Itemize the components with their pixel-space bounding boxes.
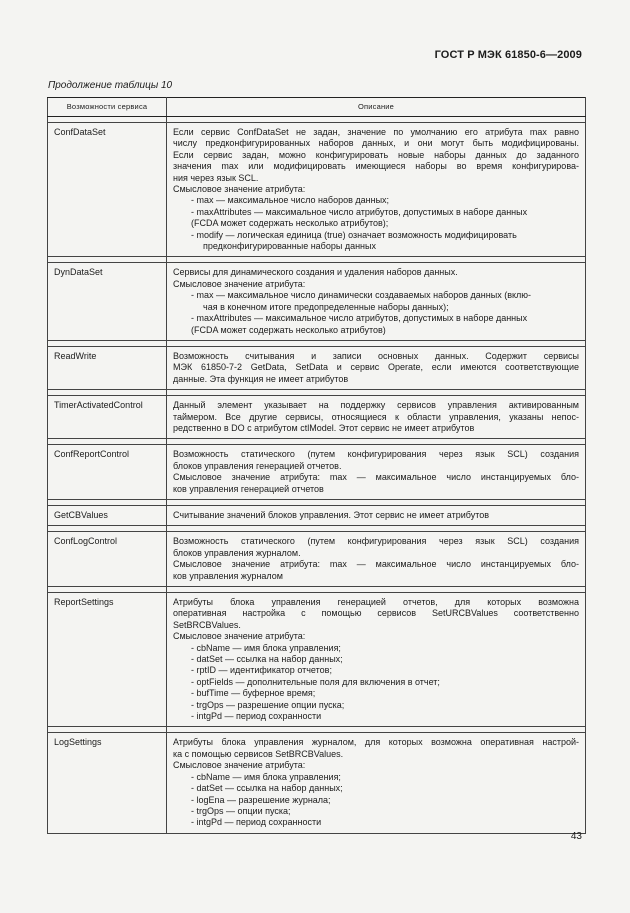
- description-line: чая в конечном итоге предопределенные наборы данных);: [203, 301, 449, 312]
- description-line: блоков управления журналом.: [173, 547, 301, 558]
- description-line: - maxAttributes — максимальное число атрибутов, допустимых в наборе данных: [191, 313, 528, 324]
- service-name: GetCBValues: [54, 509, 108, 520]
- description-line: SetBRCBValues.: [173, 619, 241, 630]
- service-name-cell: [48, 346, 167, 389]
- service-description-cell: [167, 505, 586, 525]
- description-line: - optFields — дополнительные поля для включения в отчет;: [191, 676, 440, 687]
- description-line: - maxAttributes — максимальное число атрибутов, допустимых в наборе данных: [191, 206, 528, 217]
- description-line: Если сервис задан, можно конфигурировать новые наборы данных до заданного: [173, 149, 579, 160]
- column-header-description: Описание: [167, 98, 586, 117]
- table-row: [48, 445, 586, 500]
- service-name: TimerActivatedControl: [54, 400, 143, 411]
- service-name: ConfReportControl: [54, 449, 130, 460]
- column-header-capability: Возможности сервиса: [48, 98, 167, 117]
- description-line: ния через язык SCL.: [173, 172, 259, 183]
- description-line: - bufTime — буферное время;: [191, 688, 316, 699]
- description-line: Смысловое значение атрибута:: [173, 278, 306, 289]
- description-line: ков управления генерацией отчетов: [173, 483, 324, 494]
- description-line: ка с помощью сервисов SetBRCBValues.: [173, 748, 344, 759]
- table-row: [48, 263, 586, 340]
- service-name: ConfLogControl: [54, 536, 118, 547]
- table-row: [48, 593, 586, 727]
- service-description-cell: [167, 346, 586, 389]
- table-row: [48, 505, 586, 525]
- table-row: [48, 532, 586, 587]
- service-description-cell: [167, 593, 586, 727]
- description-line: (FCDA может содержать несколько атрибутов);: [191, 218, 389, 229]
- description-line: Смысловое значение атрибута: max — максимальное число инстанцируемых бло-: [173, 472, 579, 483]
- service-description-cell: [167, 263, 586, 340]
- description-line: - cbName — имя блока управления;: [191, 771, 341, 782]
- description-line: Сервисы для динамического создания и удаления наборов данных.: [173, 267, 458, 278]
- service-description-cell: [167, 733, 586, 833]
- description-line: Смысловое значение атрибута:: [173, 631, 306, 642]
- description-line: предконфигурированные наборы данных: [203, 241, 376, 252]
- description-line: блоков управления генерацией отчетов.: [173, 460, 342, 471]
- description-line: Данный элемент указывает на поддержку сервисов управления активированным: [173, 400, 579, 411]
- service-name: DynDataSet: [54, 267, 103, 278]
- table-row: [48, 396, 586, 439]
- description-line: - intgPd — период сохранности: [191, 817, 322, 828]
- standard-header: ГОСТ Р МЭК 61850-6—2009: [434, 49, 582, 61]
- description-line: числу предконфигурированных наборов данных, и они могут быть модифицированы.: [173, 138, 579, 149]
- service-name: ReadWrite: [54, 350, 97, 361]
- service-name: ConfDataSet: [54, 127, 106, 137]
- description-line: значения max или модифицировать имеющиеся наборы во время конфигурирова-: [173, 161, 579, 172]
- description-line: Атрибуты блока управления журналом, для которых возможна оперативная настрой-: [173, 737, 579, 748]
- description-line: - trgOps — разрешение опции пуска;: [191, 699, 345, 710]
- service-description-cell: [167, 532, 586, 587]
- description-line: оперативная настройка с помощью сервисов SetURCBValues соответственно: [173, 608, 579, 619]
- page-number: 43: [570, 831, 582, 842]
- service-name-cell: [48, 505, 167, 525]
- description-line: (FCDA может содержать несколько атрибутов): [191, 324, 386, 335]
- description-line: - max — максимальное число наборов данных;: [191, 195, 390, 206]
- service-description-cell: [167, 445, 586, 500]
- description-line: Если сервис ConfDataSet не задан, значение по умолчанию его атрибута max равно: [173, 127, 579, 137]
- service-description-cell: [167, 123, 586, 257]
- table-row: [48, 346, 586, 389]
- description-line: Атрибуты блока управления генерацией отчетов, для которых возможна: [173, 597, 579, 607]
- service-name-cell: [48, 593, 167, 727]
- service-name-cell: [48, 733, 167, 833]
- description-line: Смысловое значение атрибута:: [173, 184, 306, 195]
- description-line: Возможность статического (путем конфигурирования через язык SCL) создания: [173, 536, 579, 547]
- description-line: МЭК 61850-7-2 GetData, SetData и сервис Operate, если имеются соответствующие: [173, 362, 579, 373]
- table-row: [48, 123, 586, 257]
- description-line: - cbName — имя блока управления;: [191, 642, 341, 653]
- table-header-row: [48, 98, 586, 117]
- description-line: Возможность статического (путем конфигурирования через язык SCL) создания: [173, 449, 579, 460]
- description-line: - max — максимальное число динамически создаваемых наборов данных (вклю-: [191, 290, 532, 301]
- description-line: Считывание значений блоков управления. Этот сервис не имеет атрибутов: [173, 509, 490, 520]
- service-name-cell: [48, 123, 167, 257]
- service-description-cell: [167, 396, 586, 439]
- description-line: - rptID — идентификатор отчетов;: [191, 665, 332, 676]
- description-line: - modify — логическая единица (true) означает возможность модифицировать: [191, 229, 517, 240]
- service-name-cell: [48, 396, 167, 439]
- description-line: - intgPd — период сохранности: [191, 711, 322, 722]
- description-line: Возможность считывания и записи основных данных. Содержит сервисы: [173, 350, 579, 361]
- description-line: - logEna — разрешение журнала;: [191, 794, 331, 805]
- table-body: [48, 117, 586, 834]
- table-caption: Продолжение таблицы 10: [48, 80, 173, 91]
- service-name-cell: [48, 263, 167, 340]
- description-line: данные. Эта функция не имеет атрибутов: [173, 373, 349, 384]
- description-line: - datSet — ссылка на набор данных;: [191, 654, 343, 665]
- description-line: ков управления журналом: [173, 570, 283, 581]
- service-name: LogSettings: [54, 737, 102, 748]
- description-line: Смысловое значение атрибута:: [173, 760, 306, 771]
- description-line: - trgOps — опции пуска;: [191, 805, 291, 816]
- service-name-cell: [48, 532, 167, 587]
- table-row: [48, 733, 586, 833]
- service-name-cell: [48, 445, 167, 500]
- service-name: ReportSettings: [54, 597, 114, 607]
- description-line: таймером. Все другие сервисы, относящиеся к области управления, указаны непос-: [173, 411, 579, 422]
- description-line: редственно в DO с атрибутом ctlModel. Этот сервис не имеет атрибутов: [173, 422, 475, 433]
- description-line: - datSet — ссылка на набор данных;: [191, 783, 343, 794]
- description-line: Смысловое значение атрибута: max — максимальное число инстанцируемых бло-: [173, 559, 579, 570]
- services-table: [47, 97, 586, 834]
